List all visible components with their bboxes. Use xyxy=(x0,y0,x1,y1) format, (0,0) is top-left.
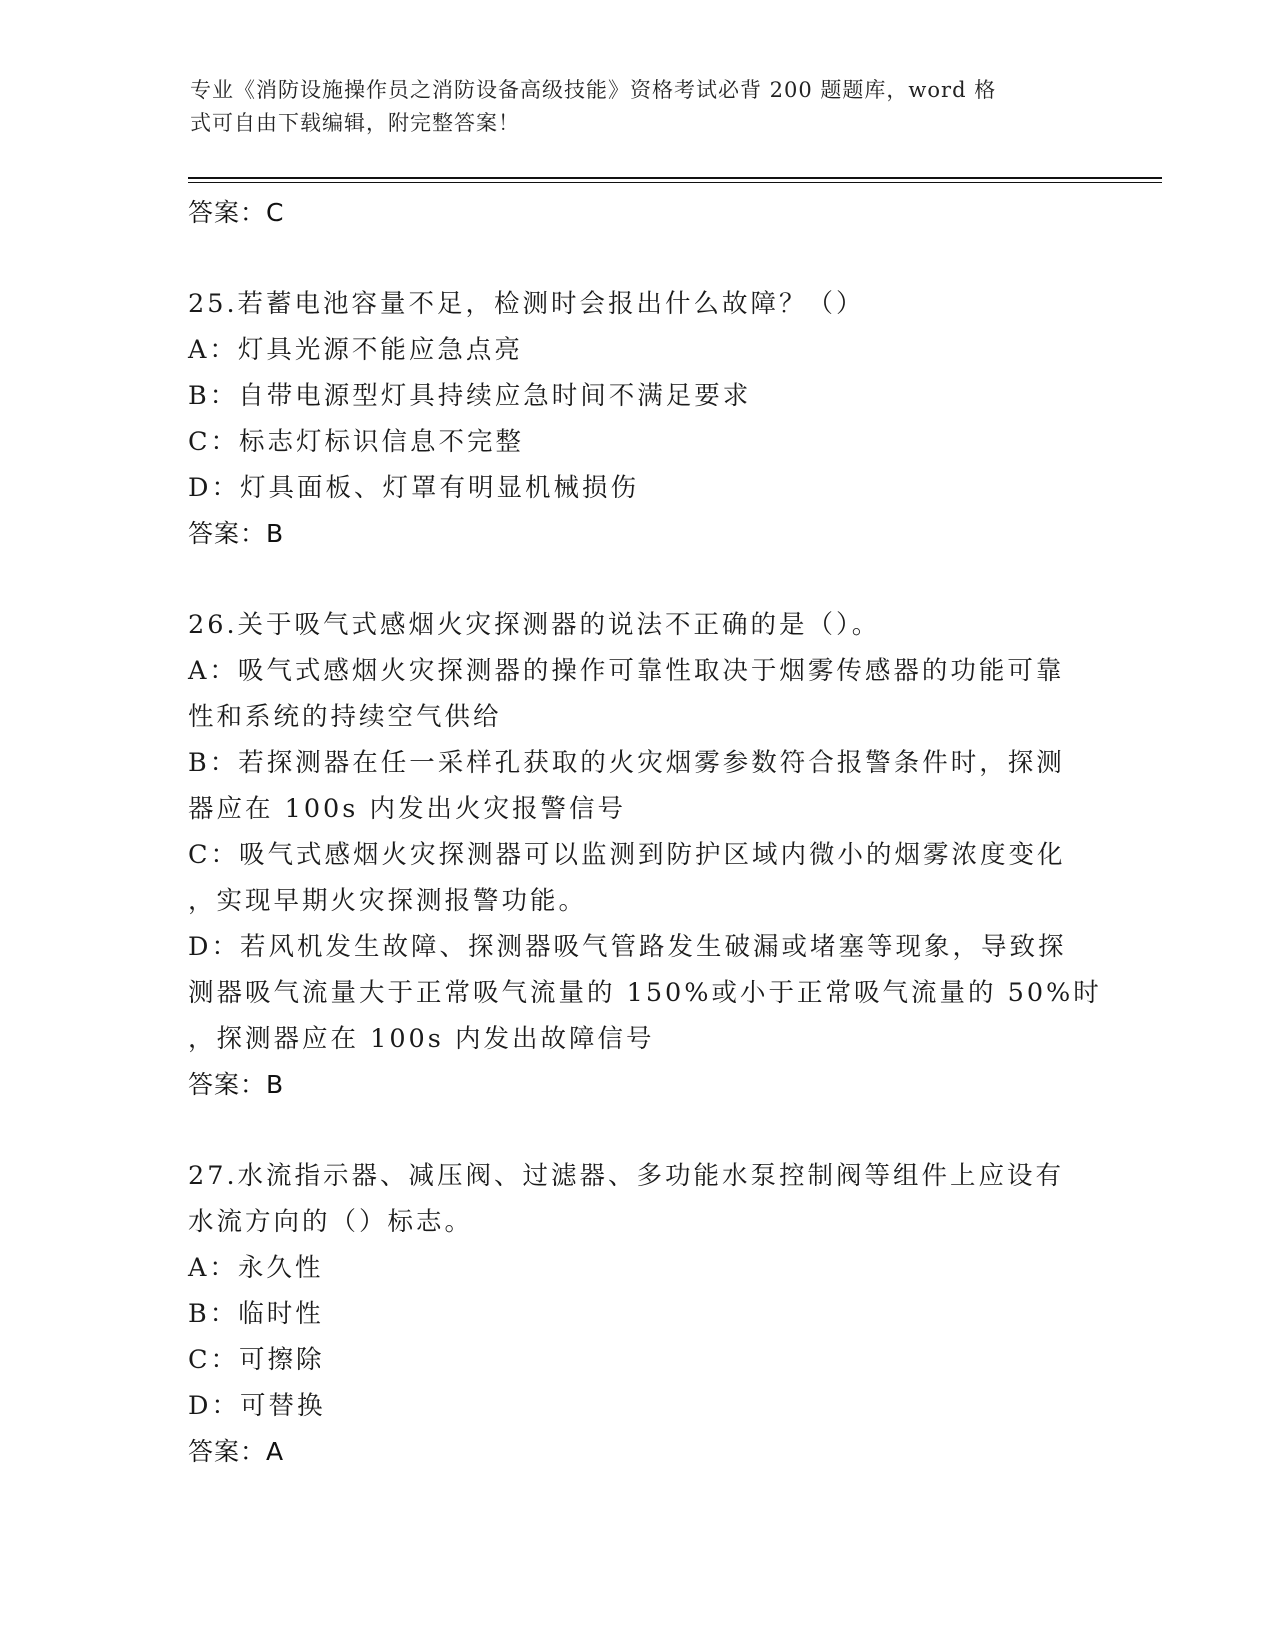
question-stem: 27.水流指示器、减压阀、过滤器、多功能水泵控制阀等组件上应设有 xyxy=(188,1161,1065,1191)
option-text: 测器吸气流量大于正常吸气流量的 150%或小于正常吸气流量的 50%时 xyxy=(188,978,1102,1008)
answer-label: 答案：A xyxy=(188,1437,285,1466)
answer-label: 答案：C xyxy=(188,198,285,227)
option-text: C：标志灯标识信息不完整 xyxy=(188,427,525,457)
option-text: A：永久性 xyxy=(188,1253,324,1283)
option-text: 器应在 100s 内发出火灾报警信号 xyxy=(188,794,626,824)
page-header xyxy=(190,74,1090,140)
option-text: D：灯具面板、灯罩有明显机械损伤 xyxy=(188,473,639,503)
option-text: D：可替换 xyxy=(188,1391,326,1421)
question-list xyxy=(188,281,1102,1475)
header-line-1: 专业《消防设施操作员之消防设备高级技能》资格考试必背 200 题题库，word 格 xyxy=(190,78,997,102)
question-stem: 水流方向的（）标志。 xyxy=(188,1207,474,1237)
answer-label: 答案：B xyxy=(188,1070,285,1099)
question-block xyxy=(188,281,1088,557)
option-text: A：灯具光源不能应急点亮 xyxy=(188,335,523,365)
question-stem: 26.关于吸气式感烟火灾探测器的说法不正确的是（）。 xyxy=(188,610,881,640)
option-text: B：临时性 xyxy=(188,1299,324,1329)
option-text: B：自带电源型灯具持续应急时间不满足要求 xyxy=(188,381,752,411)
option-text: B：若探测器在任一采样孔获取的火灾烟雾参数符合报警条件时，探测 xyxy=(188,748,1065,778)
option-text: C：吸气式感烟火灾探测器可以监测到防护区域内微小的烟雾浓度变化 xyxy=(188,840,1066,870)
document-body xyxy=(188,190,1102,1475)
question-block xyxy=(188,1153,1088,1475)
option-text: 性和系统的持续空气供给 xyxy=(188,702,502,732)
header-line-2: 式可自由下载编辑，附完整答案！ xyxy=(190,111,520,135)
option-text: C：可擦除 xyxy=(188,1345,325,1375)
question-block xyxy=(188,602,1102,1108)
header-rule-thin xyxy=(188,182,1162,183)
option-text: ，实现早期火灾探测报警功能。 xyxy=(188,886,588,916)
option-text: D：若风机发生故障、探测器吸气管路发生破漏或堵塞等现象，导致探 xyxy=(188,932,1067,962)
option-text: ，探测器应在 100s 内发出故障信号 xyxy=(188,1024,655,1054)
answer-label: 答案：B xyxy=(188,519,285,548)
question-stem: 25.若蓄电池容量不足，检测时会报出什么故障？（） xyxy=(188,289,865,319)
option-text: A：吸气式感烟火灾探测器的操作可靠性取决于烟雾传感器的功能可靠 xyxy=(188,656,1065,686)
header-rule-thick xyxy=(188,177,1162,179)
